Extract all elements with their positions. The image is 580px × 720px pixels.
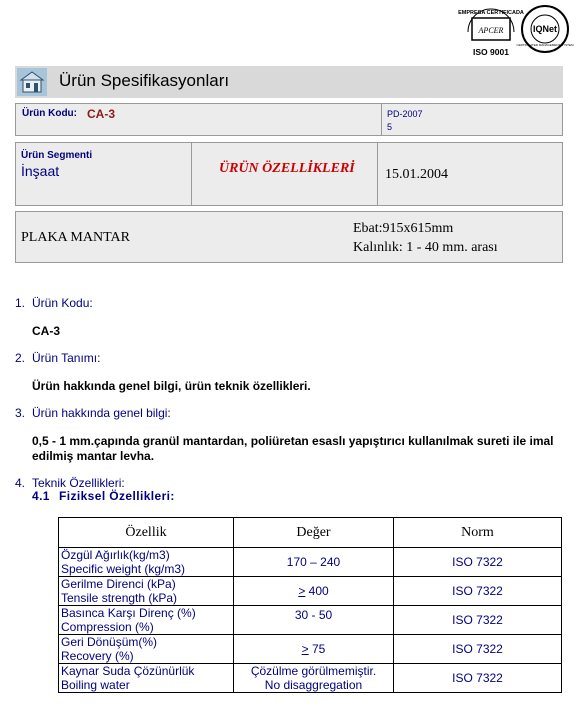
iqnet-ring-text: CERTIFICATED MANAGEMENT SYSTEM <box>516 43 574 47</box>
norm-cell: ISO 7322 <box>394 606 562 635</box>
section-title-text: Ürün Tanımı: <box>32 351 101 365</box>
section-number: 3. <box>15 406 26 420</box>
subsection-number: 4.1 <box>32 489 50 503</box>
section-2-title <box>15 351 100 365</box>
norm-cell: ISO 7322 <box>394 635 562 664</box>
greater-equal-sign: > <box>301 642 309 656</box>
value-cell <box>234 664 394 693</box>
property-value: 400 <box>305 584 329 598</box>
property-cell <box>59 606 234 635</box>
property-name-tr: Geri Dönüşüm(%) <box>61 635 158 649</box>
product-dimension: Ebat:915x615mm <box>353 221 454 236</box>
value-cell <box>234 577 394 606</box>
property-name-tr: Gerilme Direnci (kPa) <box>61 577 176 591</box>
product-info-box <box>15 211 563 263</box>
property-value: Çözülme görülmemiştir. <box>250 664 377 678</box>
document-date: 15.01.2004 <box>385 167 448 182</box>
building-icon <box>17 68 47 96</box>
table-row <box>59 664 562 693</box>
property-value-en: No disaggregation <box>264 678 363 692</box>
product-code-box <box>15 103 563 136</box>
property-cell <box>59 664 234 693</box>
table-row <box>59 577 562 606</box>
property-value: 30 - 50 <box>294 608 333 622</box>
product-thickness: Kalınlık: 1 - 40 mm. arası <box>353 240 498 255</box>
apcer-ring-text: EMPRESA CERTIFICADA <box>458 10 524 16</box>
value-cell <box>234 635 394 664</box>
divider <box>377 143 378 205</box>
norm-cell: ISO 7322 <box>394 664 562 693</box>
column-header-norm: Norm <box>394 518 562 548</box>
value-cell <box>234 606 394 635</box>
specification-table <box>58 517 562 693</box>
section-title-text: Ürün hakkında genel bilgi: <box>32 406 171 420</box>
property-name-tr: Kaynar Suda Çözünürlük <box>61 664 195 678</box>
title-bar <box>15 66 563 98</box>
section-1-title <box>15 296 93 310</box>
table-row <box>59 606 562 635</box>
divider <box>381 104 382 135</box>
property-name-en: Boiling water <box>61 678 130 692</box>
subsection-title-text: Fiziksel Özellikleri: <box>59 489 175 503</box>
table-row <box>59 548 562 577</box>
section-number: 2. <box>15 351 26 365</box>
product-code-label: Ürün Kodu: <box>22 108 77 119</box>
section-2-body: Ürün hakkında genel bilgi, ürün teknik özellikleri. <box>32 379 311 393</box>
apcer-certification-logo <box>458 2 524 58</box>
product-code-value: CA-3 <box>87 107 116 121</box>
property-name-tr: Özgül Ağırlık(kg/m3) <box>61 548 170 562</box>
property-value: 170 – 240 <box>286 555 341 569</box>
table-header-row <box>59 518 562 548</box>
iqnet-certification-logo <box>516 4 574 54</box>
section-number: 4. <box>15 476 26 490</box>
property-value: 75 <box>308 642 326 656</box>
greater-equal-sign: > <box>298 584 306 598</box>
subsection-4-1-title <box>32 489 175 503</box>
iqnet-brand: IQNet <box>532 24 558 34</box>
section-number: 1. <box>15 296 26 310</box>
document-number: PD-2007 <box>387 109 423 119</box>
property-cell <box>59 635 234 664</box>
norm-cell: ISO 7322 <box>394 548 562 577</box>
section-title-text: Ürün Kodu: <box>32 296 93 310</box>
property-cell <box>59 548 234 577</box>
apcer-brand: APCER <box>478 26 504 35</box>
column-header-property: Özellik <box>59 518 234 548</box>
divider <box>191 143 192 205</box>
property-name-en: Tensile strength (kPa) <box>61 591 178 605</box>
norm-cell: ISO 7322 <box>394 577 562 606</box>
property-name-tr: Basınca Karşı Direnç (%) <box>61 606 196 620</box>
revision-number: 5 <box>387 122 393 132</box>
section-4-title <box>15 476 125 490</box>
segment-value: İnşaat <box>21 163 60 179</box>
column-header-value: Değer <box>234 518 394 548</box>
properties-heading: ÜRÜN ÖZELLİKLERİ <box>219 161 355 176</box>
section-3-title <box>15 406 171 420</box>
property-name-en: Compression (%) <box>61 620 154 634</box>
section-title-text: Teknik Özellikleri: <box>32 476 125 490</box>
apcer-standard: ISO 9001 <box>473 47 509 57</box>
property-name-en: Specific weight (kg/m3) <box>61 562 186 576</box>
product-name: PLAKA MANTAR <box>21 230 130 245</box>
product-segment-box <box>15 142 563 206</box>
table-row <box>59 635 562 664</box>
section-3-body: 0,5 - 1 mm.çapında granül mantardan, poliüretan esaslı yapıştırıcı kullanılmak sureti ile imal edilmiş mantar levha. <box>32 434 554 463</box>
property-name-en: Recovery (%) <box>61 649 134 663</box>
property-cell <box>59 577 234 606</box>
page-title: Ürün Spesifikasyonları <box>59 71 230 90</box>
section-1-body: CA-3 <box>32 324 61 338</box>
segment-label: Ürün Segmenti <box>21 150 93 161</box>
value-cell <box>234 548 394 577</box>
